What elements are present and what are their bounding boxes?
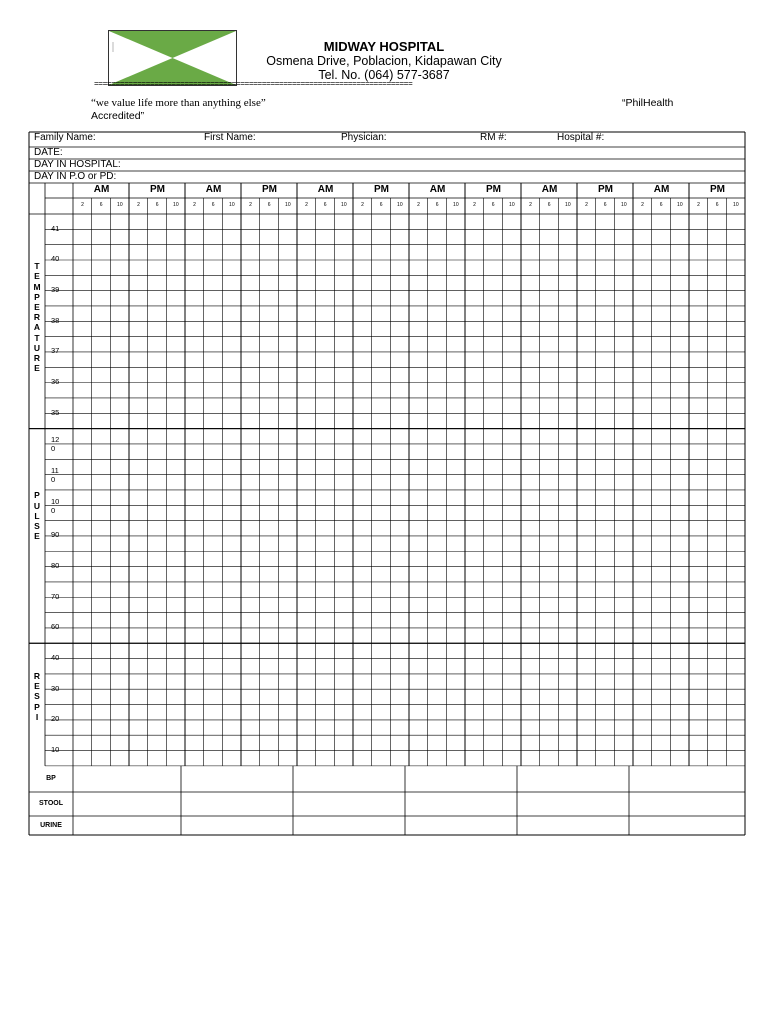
hour-label: 10 (565, 202, 571, 208)
hour-label: 10 (173, 202, 179, 208)
pulse-scale-label: 70 (51, 591, 60, 601)
hour-label: 2 (641, 202, 644, 208)
temperature-scale-label: 39 (51, 284, 60, 294)
pulse-scale-label: 80 (51, 560, 60, 570)
shift-label-pm: PM (598, 184, 613, 195)
hour-label: 10 (285, 202, 291, 208)
respiration-section-label: R E S P I (33, 671, 41, 722)
hour-label: 2 (361, 202, 364, 208)
hospital-number-label: Hospital #: (557, 132, 605, 143)
hour-label: 6 (435, 202, 439, 208)
temperature-scale-label: 36 (51, 376, 60, 386)
shift-label-am: AM (429, 184, 446, 195)
temperature-section-label: T E M P E R A T U R E (33, 261, 41, 374)
pulse-scale-label: 11 0 (51, 465, 59, 484)
day-in-po-label: DAY IN P.O or PD: (34, 171, 117, 182)
hour-label: 2 (585, 202, 588, 208)
shift-label-am: AM (205, 184, 222, 195)
shift-label-am: AM (317, 184, 334, 195)
hour-label: 6 (547, 202, 551, 208)
hour-label: 10 (229, 202, 235, 208)
physician-label: Physician: (341, 132, 387, 143)
hour-label: 2 (193, 202, 196, 208)
hour-label: 6 (659, 202, 663, 208)
shift-label-pm: PM (374, 184, 389, 195)
hour-label: 6 (99, 202, 103, 208)
hour-label: 10 (509, 202, 515, 208)
family-name-label: Family Name: (34, 132, 96, 143)
hospital-name: MIDWAY HOSPITAL (323, 39, 445, 54)
pulse-scale-label: 90 (51, 530, 60, 540)
hour-label: 6 (491, 202, 495, 208)
temperature-scale-label: 41 (51, 223, 60, 233)
respiration-scale-label: 10 (51, 744, 60, 754)
temperature-scale-label: 35 (51, 407, 60, 417)
hour-label: 2 (417, 202, 420, 208)
hour-label: 2 (529, 202, 532, 208)
respiration-scale-label: 30 (51, 683, 60, 693)
hour-label: 10 (117, 202, 123, 208)
shift-label-pm: PM (710, 184, 725, 195)
pulse-scale-label: 10 0 (51, 496, 60, 515)
hospital-address: Osmena Drive, Poblacion, Kidapawan City (266, 54, 502, 68)
hour-label: 10 (677, 202, 683, 208)
hour-label: 10 (397, 202, 403, 208)
hour-label: 6 (267, 202, 271, 208)
rm-number-label: RM #: (480, 132, 507, 143)
hour-label: 6 (603, 202, 607, 208)
hour-label: 10 (733, 202, 739, 208)
pulse-section-label: P U L S E (33, 490, 41, 542)
shift-label-pm: PM (150, 184, 165, 195)
hour-label: 6 (155, 202, 159, 208)
shift-label-am: AM (541, 184, 558, 195)
temperature-scale-label: 37 (51, 346, 60, 356)
date-label: DATE: (34, 147, 63, 158)
pulse-scale-label: 12 0 (51, 435, 60, 454)
hour-label: 10 (453, 202, 459, 208)
temperature-scale-label: 40 (51, 254, 60, 264)
shift-label-am: AM (93, 184, 110, 195)
stool-row-label: STOOL (39, 800, 63, 807)
hour-label: 2 (137, 202, 140, 208)
accreditation-line-1: “PhilHealth (622, 97, 674, 109)
hour-label: 10 (621, 202, 627, 208)
bp-row-label: BP (46, 774, 56, 782)
hospital-telephone: Tel. No. (064) 577-3687 (318, 68, 450, 82)
hour-label: 2 (249, 202, 252, 208)
temperature-scale-label: 38 (51, 315, 60, 325)
header-separator: ========================================================================== (94, 80, 413, 89)
shift-label-pm: PM (486, 184, 501, 195)
hour-label: 2 (305, 202, 308, 208)
hospital-motto: “we value life more than anything else” (91, 97, 266, 109)
hour-label: 6 (715, 202, 719, 208)
hour-label: 10 (341, 202, 347, 208)
first-name-label: First Name: (204, 132, 256, 143)
hour-label: 2 (473, 202, 476, 208)
shift-label-am: AM (653, 184, 670, 195)
day-in-hospital-label: DAY IN HOSPITAL: (34, 159, 121, 170)
hour-label: 6 (379, 202, 383, 208)
hour-label: 6 (323, 202, 327, 208)
hour-label: 6 (211, 202, 215, 208)
hour-label: 2 (81, 202, 84, 208)
pulse-scale-label: 60 (51, 622, 60, 632)
hour-label: 2 (697, 202, 700, 208)
shift-label-pm: PM (262, 184, 277, 195)
urine-row-label: URINE (40, 821, 62, 829)
respiration-scale-label: 40 (51, 652, 60, 662)
respiration-scale-label: 20 (51, 714, 60, 724)
accreditation-line-2: Accredited” (91, 110, 145, 122)
